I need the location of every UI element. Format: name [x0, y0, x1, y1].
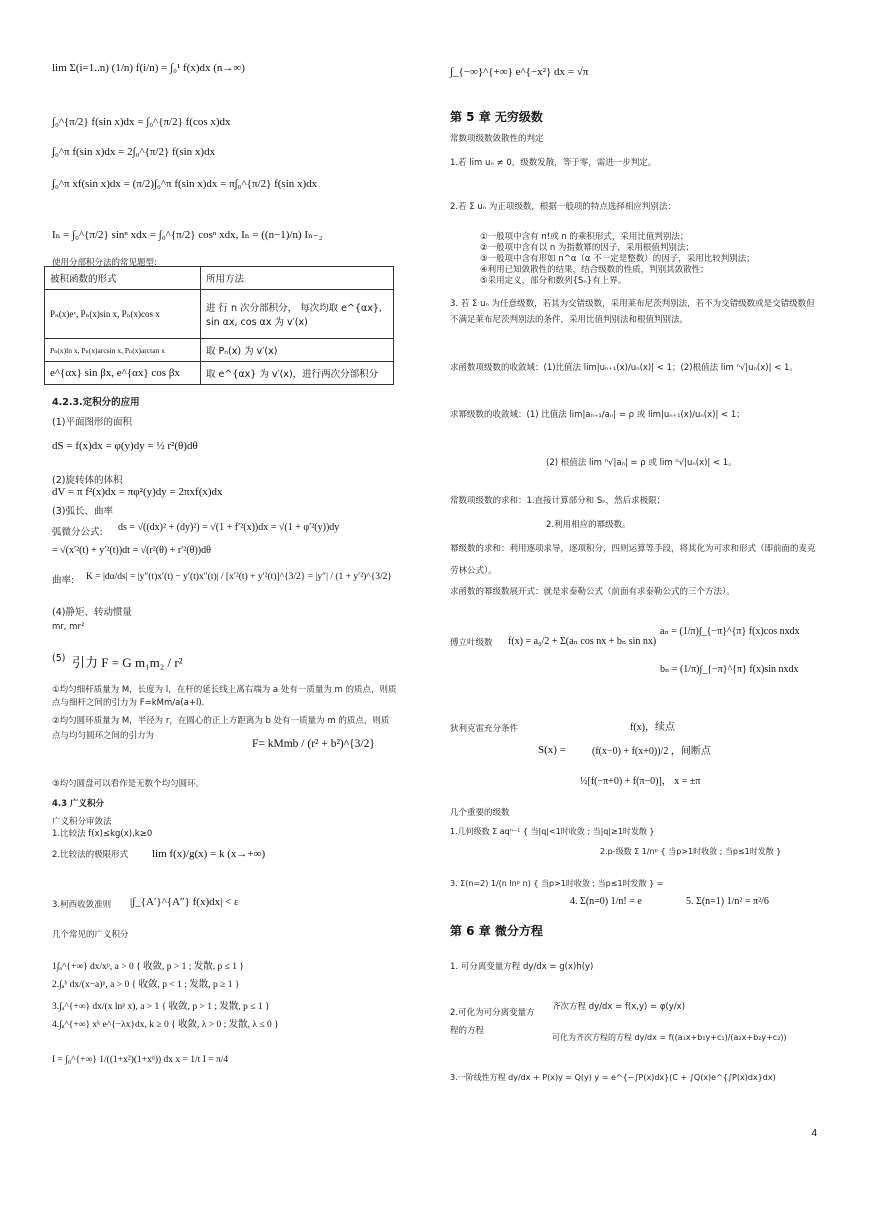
special-integral: I = ∫₀^{+∞} 1/((1+x²)(1+xᵅ)) dx x = 1/t I = π/4: [52, 1055, 229, 1065]
improper-test-3-formula: |∫_{A′}^{A″} f(x)dx| < ε: [130, 896, 239, 908]
p-series: 2.p-级数 Σ 1/nᵖ { 当p>1时收敛 ; 当p≤1时发散 }: [600, 847, 782, 856]
curvature-formula: K = |dα/ds| = |y″(t)x′(t) − y′(t)x″(t)| / [x′²(t) + y′²(t)]^{3/2} = |y″| / (1 + y′²)^{3/2}: [86, 572, 392, 582]
constant-series-sum-2: 2.利用相应的幂级数。: [546, 520, 631, 530]
gravity-formula: 引力 F = G m₁m₂ / r²: [72, 655, 183, 670]
important-series-title: 几个重要的级数: [450, 808, 510, 818]
area-formula: dS = f(x)dx = φ(y)dy = ½ r²(θ)dθ: [52, 440, 198, 452]
list-item: ①一般项中含有 n!或 n 的乘积形式，采用比值判别法；: [480, 232, 689, 242]
area-label: (1)平面图形的面积: [52, 417, 132, 428]
wallis-formula: Iₙ = ∫₀^{π/2} sinⁿ xdx = ∫₀^{π/2} cosⁿ xdx, Iₙ = ((n−1)/n) Iₙ₋₂: [52, 229, 323, 241]
table-header-cell: 所用方法: [201, 267, 394, 290]
dirichlet-label: 狄利克雷充分条件: [450, 724, 519, 734]
power-series-domain: 求幂级数的收敛域：(1) 比值法 lim|aₙ₊₁/aₙ| = ρ 或 lim|uₙ₊₁(x)/uₙ(x)| < 1；: [450, 410, 745, 420]
gravity-note-1: ①均匀细杆质量为 M，长度为 l，在杆的延长线上离右端为 a 处有一质量为 m 的质点，则质点与细杆之间的引力为 F=kMm/a(a+l).: [52, 685, 397, 708]
fourier-series-formula: f(x) = a₀/2 + Σ(aₙ cos nx + bₙ sin nx): [508, 636, 657, 647]
dirichlet-case-3: ½[f(−π+0) + f(π−0)]， x = ±π: [580, 776, 701, 787]
moment-label: (4)静矩、转动惯量: [52, 607, 132, 618]
moment-values: mr, mr²: [52, 622, 85, 632]
first-order-linear-equation: 3.一阶线性方程 dy/dx + P(x)y = Q(y) y = e^{−∫P(x)dx}(C + ∫Q(x)e^{∫P(x)dx}dx): [450, 1073, 776, 1082]
table-row: [45, 362, 394, 385]
fourier-label: 傅立叶级数: [450, 638, 493, 648]
improper-test-1: 1.比较法 f(x)≤kg(x),k≥0: [52, 829, 153, 839]
gravity-ring-formula: F= kMmb / (r² + b²)^{3/2}: [252, 738, 375, 750]
common-improper-2: 2.∫ₐᵇ dx/(x−a)ᵖ, a > 0 { 收敛, p < 1 ; 发散, p ≥ 1 }: [52, 980, 240, 990]
improper-test-title: 广义积分审敛法: [52, 817, 112, 827]
table-header-cell: 被积函数的形式: [45, 267, 201, 290]
homogeneous-equation: 齐次方程 dy/dx = f(x,y) = φ(y/x): [552, 1002, 686, 1012]
power-series-sum: 幂级数的求和：利用逐项求导，逐项积分，四则运算等手段，将其化为可求和形式（即前面的麦克劳林公式）。: [450, 544, 816, 576]
table-cell: 取 e^{αx} 为 v′(x)，进行两次分部积分: [201, 362, 394, 385]
arc-prefix: 弧微分公式:: [52, 527, 103, 538]
table-caption: 使用分部积分法的常见题型:: [52, 258, 157, 268]
fourier-coefficient-a: aₙ = (1/π)∫_{−π}^{π} f(x)cos nxdx: [660, 626, 800, 637]
integral-identity-1: ∫₀^{π/2} f(sin x)dx = ∫₀^{π/2} f(cos x)dx: [52, 116, 231, 128]
curvature-prefix: 曲率:: [52, 575, 75, 586]
power-series-expansion: 求函数的幂级数展开式：就是求泰勒公式（前面有求泰勒公式的三个方法）。: [450, 587, 735, 597]
volume-label: (2)旋转体的体积: [52, 475, 123, 486]
table-cell: Pₙ(x)eˣ, Pₙ(x)sin x, Pₙ(x)cos x: [45, 290, 201, 339]
gaussian-integral: ∫_{−∞}^{+∞} e^{−x²} dx = √π: [450, 66, 589, 78]
series-4: 4. Σ(n=0) 1/n! = e: [570, 896, 642, 907]
dirichlet-s: S(x) =: [538, 744, 566, 756]
gravity-note-2: ②均匀圆环质量为 M，半径为 r，在圆心的正上方距离为 b 处有一质量为 m 的质点，则质点与均匀圆环之间的引力为: [52, 716, 390, 741]
dirichlet-case-2: (f(x−0) + f(x+0))/2 ，间断点: [592, 746, 711, 757]
common-improper-1: 1∫ₐ^{+∞} dx/xᵖ, a > 0 { 收敛, p > 1 ; 发散, p ≤ 1 }: [52, 962, 244, 972]
list-item: ②一般项中含有以 n 为指数幂的因子，采用根值判别法；: [480, 243, 694, 253]
dirichlet-case-1: f(x)，续点: [630, 722, 675, 733]
power-series-root-test: (2) 根值法 lim ⁿ√|aₙ| = ρ 或 lim ⁿ√|uₙ(x)| < 1。: [546, 458, 737, 468]
fourier-coefficient-b: bₙ = (1/π)∫_{−π}^{π} f(x)sin nxdx: [660, 664, 799, 675]
improper-test-2-prefix: 2.比较法的极限形式: [52, 850, 129, 860]
table-cell: e^{αx} sin βx, e^{αx} cos βx: [45, 362, 201, 385]
riemann-sum-formula: lim Σ(i=1..n) (1/n) f(i/n) = ∫₀¹ f(x)dx (n→∞): [52, 62, 245, 74]
arc-formula-2: = √(x′²(t) + y′²(t))dt = √(r²(θ) + r′²(θ))dθ: [52, 545, 211, 556]
common-improper-title: 几个常见的广义积分: [52, 930, 129, 940]
integral-identity-2: ∫₀^π f(sin x)dx = 2∫₀^{π/2} f(sin x)dx: [52, 146, 216, 158]
positive-series-methods: [480, 232, 755, 287]
section-4-2-3-heading: 4.2.3.定积分的应用: [52, 397, 140, 408]
arc-formula: ds = √((dx)² + (dy)²) = √(1 + f′²(x))dx = √(1 + φ′²(y))dy: [118, 522, 340, 533]
table-cell: 取 Pₙ(x) 为 v′(x): [201, 339, 394, 362]
page-number: 4: [811, 1128, 817, 1139]
table-cell: 进 行 n 次分部积分， 每次均取 e^{αx}, sin αx, cos αx 为 v′(x): [201, 290, 394, 339]
gravity-label: (5): [52, 653, 66, 664]
section-4-3-heading: 4.3 广义积分: [52, 799, 105, 809]
function-series-domain: 求函数项级数的收敛域：(1)比值法 lim|uₙ₊₁(x)/uₙ(x)| < 1；(2)根值法 lim ⁿ√|uₙ(x)| < 1。: [450, 363, 798, 373]
table-header-row: [45, 267, 394, 290]
geometric-series: 1.几何级数 Σ aqⁿ⁻¹ { 当|q|<1时收敛 ; 当|q|≥1时发散 }: [450, 827, 655, 836]
separable-equation: 1. 可分离变量方程 dy/dx = g(x)h(y): [450, 962, 594, 972]
chapter-5-heading: 第 5 章 无穷级数: [450, 110, 543, 124]
table-cell: Pₙ(x)ln x, Pₙ(x)arcsin x, Pₙ(x)arctan x: [45, 339, 201, 362]
gravity-note-3: ③均匀圆盘可以看作是无数个均匀圆环。: [52, 779, 205, 789]
table-row: [45, 290, 394, 339]
reducible-equation-label: 2.可化为可分离变量方程的方程: [450, 1008, 535, 1036]
list-item: ③一般项中含有形如 n^α（α 不一定是整数）的因子，采用比较判别法；: [480, 254, 755, 264]
series-3: 3. Σ(n=2) 1/(n lnᵖ n) { 当p>1时收敛 ; 当p≤1时发散 } =: [450, 879, 664, 888]
chapter-6-heading: 第 6 章 微分方程: [450, 924, 543, 938]
integral-identity-3: ∫₀^π xf(sin x)dx = (π/2)∫₀^π f(sin x)dx = π∫₀^{π/2} f(sin x)dx: [52, 178, 318, 190]
convergence-title: 常数项级数敛散性的判定: [450, 134, 544, 144]
table-row: [45, 339, 394, 362]
series-rule-3: 3. 若 Σ uₙ 为任意级数，若其为交错级数，采用莱布尼茨判别法，若不为交错级数或是交错级数但不满足莱布尼茨判别法的条件，采用比值判别法和根值判别法。: [450, 299, 815, 325]
arc-label: (3)弧长、曲率: [52, 506, 113, 517]
series-rule-2: 2.若 Σ uₙ 为正项级数，根据一般项的特点选择相应判别法：: [450, 202, 676, 212]
volume-formula: dV = π f²(x)dx = πφ²(y)dy = 2πxf(x)dx: [52, 486, 223, 498]
common-improper-4: 4.∫ₐ^{+∞} xᵏ e^{−λx}dx, k ≥ 0 { 收敛, λ > 0 ; 发散, λ ≤ 0 }: [52, 1020, 279, 1030]
list-item: ⑤采用定义，部分和数列{Sₙ}有上界。: [480, 276, 627, 286]
constant-series-sum-1: 常数项级数的求和：1.直接计算部分和 Sₙ，然后求极限；: [450, 496, 666, 506]
list-item: ④利用已知敛散性的结果，结合级数的性质，判别其敛散性；: [480, 265, 709, 275]
improper-test-3-prefix: 3.柯西收敛准则: [52, 900, 112, 910]
reducible-homogeneous-equation: 可化为齐次方程的方程 dy/dx = f((a₁x+b₁y+c₁)/(a₂x+b₂y+c₂)): [552, 1033, 787, 1042]
common-improper-3: 3.∫ₐ^{+∞} dx/(x lnᵖ x), a > 1 { 收敛, p > 1 ; 发散, p ≤ 1 }: [52, 1002, 270, 1012]
series-5: 5. Σ(n=1) 1/n² = π²/6: [686, 896, 769, 907]
improper-test-2-formula: lim f(x)/g(x) = k (x→+∞): [152, 848, 266, 860]
integration-methods-table: [44, 266, 394, 385]
series-rule-1: 1.若 lim uₙ ≠ 0，级数发散，等于零，需进一步判定。: [450, 158, 657, 168]
